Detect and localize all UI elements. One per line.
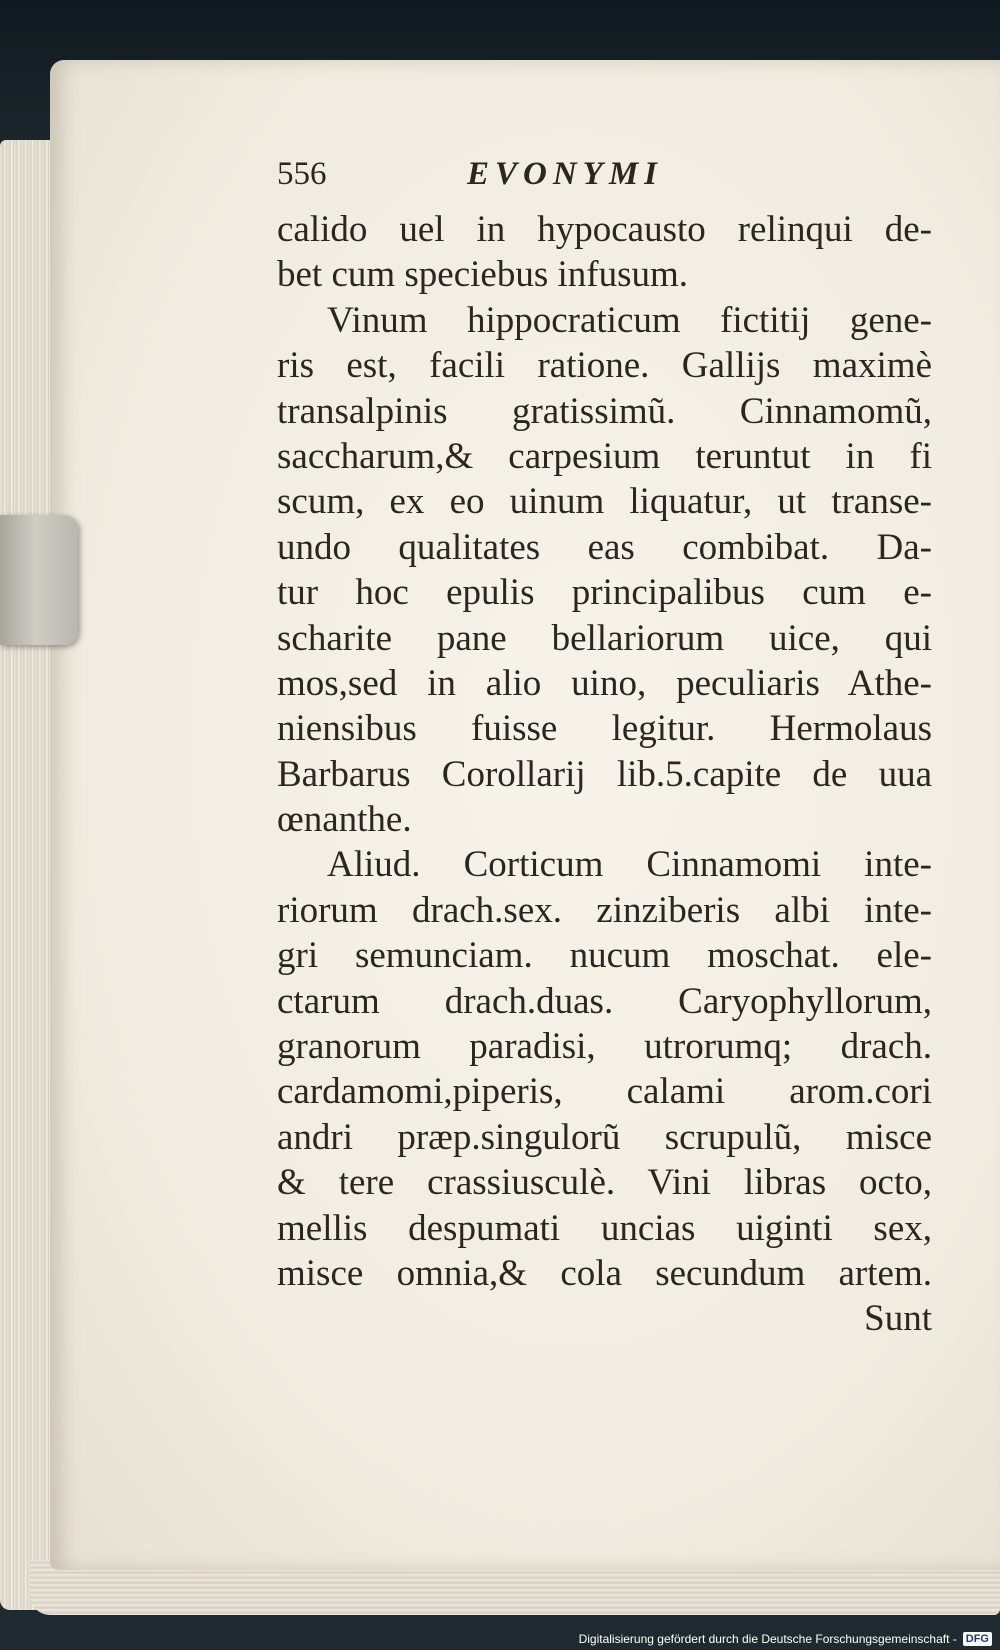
page-clip [0,515,78,645]
text-line: calido uel in hypocausto relinqui de- [277,209,932,250]
page-number: 556 [277,156,327,192]
text-line: scharite pane bellariorum uice, qui [277,617,932,659]
digitization-credit [579,1632,992,1646]
text-line: transalpinis gratissimũ. Cinnamomũ, [277,390,932,432]
dfg-logo: DFG [963,1632,992,1646]
text-line: bet cum speciebus infusum. [277,254,689,296]
text-line: niensibus fuisse legitur. Hermolaus [277,708,932,750]
text-line: riorum drach.sex. zinziberis albi inte- [277,889,932,931]
catchword: Sunt [864,1298,932,1340]
credit-text: Digitalisierung gefördert durch die Deutsche Forschungsgemeinschaft - [578,1632,957,1646]
text-line: tur hoc epulis principalibus cum e- [277,572,932,614]
page-text [277,152,932,1342]
text-line: Vinum hippocraticum fictitij gene- [327,299,932,341]
running-head: EVONYMI [467,156,664,192]
text-line: undo qualitates eas combibat. Da- [277,526,932,568]
text-line: scum, ex eo uinum liquatur, ut transe- [277,481,932,523]
text-line: mellis despumati uncias uiginti sex, [277,1207,932,1249]
text-line: granorum paradisi, utrorumq; drach. [277,1026,932,1068]
page-header [277,152,932,207]
text-line: mos,sed in alio uino, peculiaris Athe- [277,662,932,704]
text-line: cardamomi,piperis, calami arom.cori [277,1071,932,1113]
text-line: & tere crassiusculè. Vini libras octo, [277,1162,932,1204]
text-line: ctarum drach.duas. Caryophyllorum, [277,980,932,1022]
text-line: andri præp.singulorũ scrupulũ, misce [277,1116,932,1158]
text-line: ris est, facili ratione. Gallijs maximè [277,345,932,387]
text-line: gri semunciam. nucum moschat. ele- [277,935,932,977]
text-line: saccharum,& carpesium teruntut in fi [277,435,932,477]
text-line: Barbarus Corollarij lib.5.capite de uua [277,753,932,795]
text-line: Aliud. Corticum Cinnamomi inte- [327,844,932,886]
text-line: œnanthe. [277,799,412,841]
text-line: misce omnia,& cola secundum artem. [277,1252,932,1294]
